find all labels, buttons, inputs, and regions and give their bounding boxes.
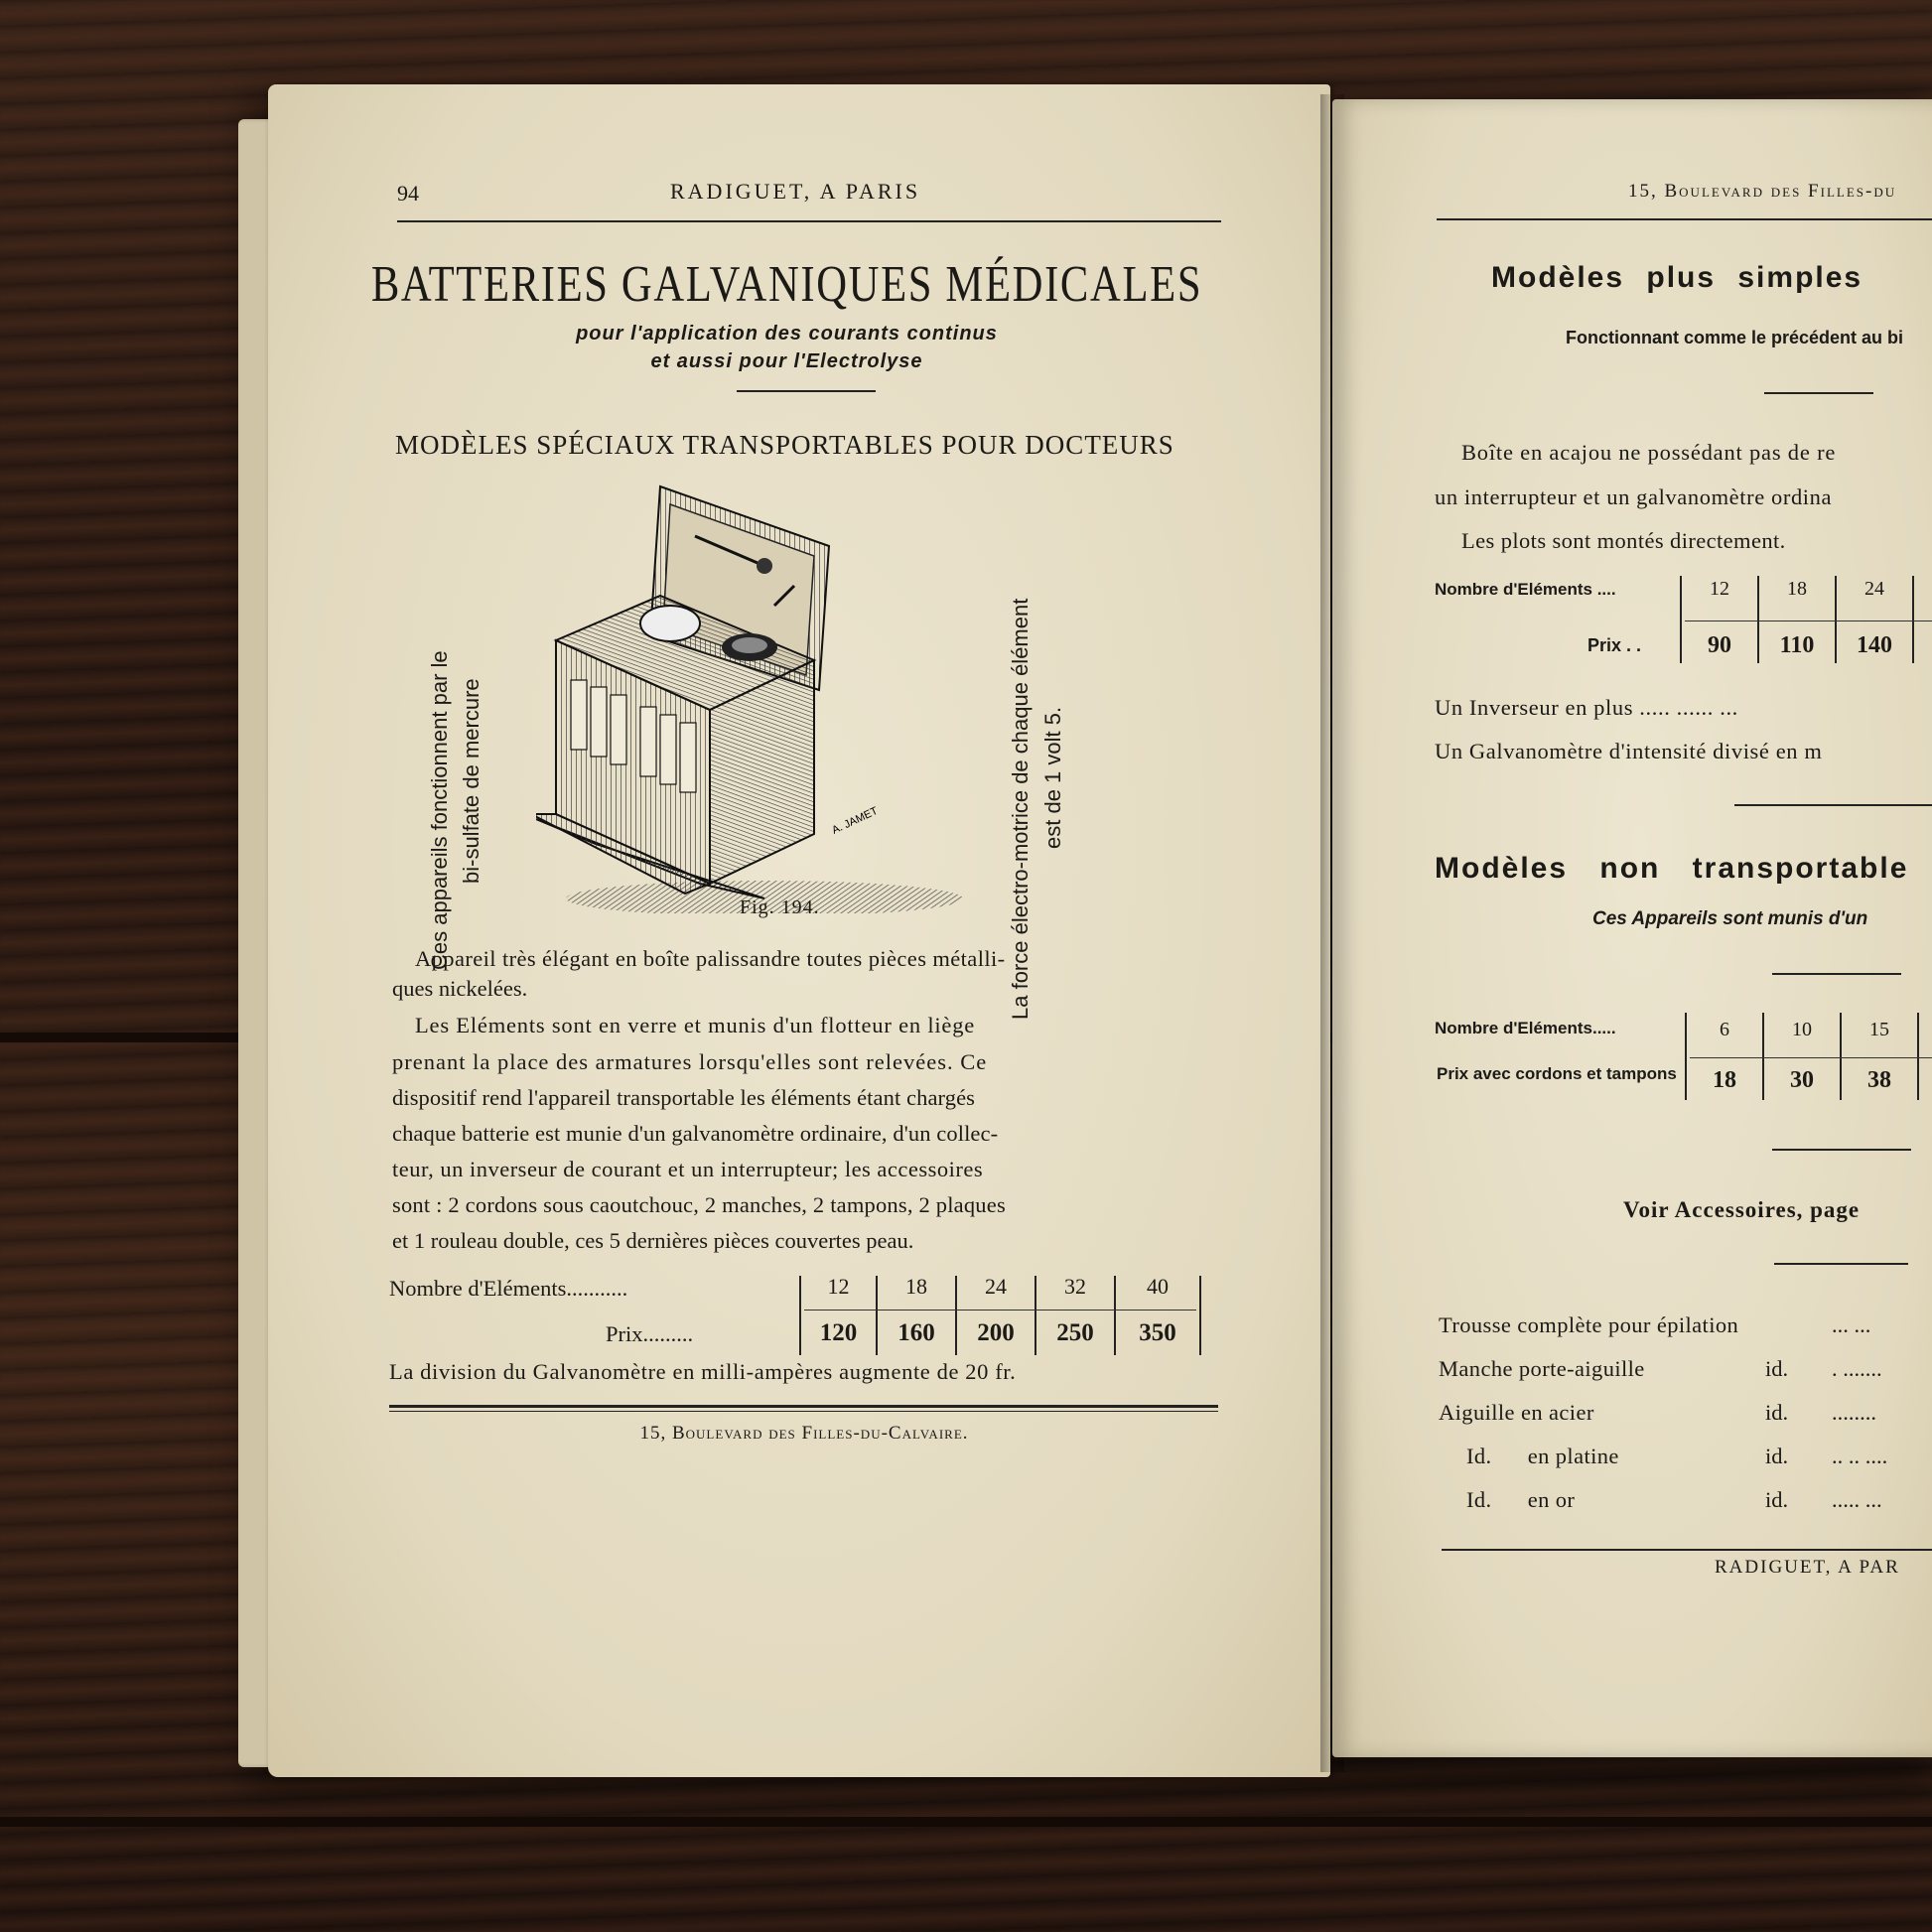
table-cell-price: 120 bbox=[819, 1319, 858, 1346]
table-cell-elements: 24 bbox=[985, 1274, 1007, 1299]
right-table1-elements: 24 bbox=[1864, 578, 1884, 600]
battery-engraving bbox=[536, 477, 973, 913]
accessory-dots: .. .. .... bbox=[1832, 1444, 1888, 1468]
right-table1-label-elements: Nombre d'Eléments .... bbox=[1435, 580, 1616, 599]
right-heading2: Modèles non transportable bbox=[1435, 852, 1909, 885]
right-table1-elements: 12 bbox=[1710, 578, 1729, 600]
table-cell-price: 160 bbox=[897, 1319, 935, 1346]
page-number: 94 bbox=[397, 181, 419, 206]
right-subheading1: Fonctionnant comme le précédent au bi bbox=[1566, 328, 1904, 347]
table-cell-elements: 18 bbox=[905, 1274, 927, 1299]
paragraph1-line1: Appareil très élégant en boîte palissandre toutes pièces métalli- bbox=[415, 946, 1006, 971]
subtitle-line1: pour l'application des courants continus bbox=[576, 323, 998, 345]
right-table1-elements: 18 bbox=[1787, 578, 1807, 600]
accessory-id: id. bbox=[1765, 1444, 1789, 1468]
right-text-line1: Boîte en acajou ne possédant pas de re bbox=[1461, 440, 1837, 465]
accessory-dots: ..... ... bbox=[1832, 1487, 1882, 1512]
right-heading1: Modèles plus simples bbox=[1491, 261, 1863, 294]
accessory-id: id. bbox=[1765, 1400, 1789, 1425]
right-table2-prices: 18 bbox=[1713, 1067, 1736, 1093]
table-row-label-elements: Nombre d'Eléments........... bbox=[389, 1276, 628, 1301]
right-option-inverseur: Un Inverseur en plus ..... ...... ... bbox=[1435, 695, 1738, 720]
right-header-rule bbox=[1437, 218, 1932, 220]
right-running-head: 15, Boulevard des Filles-du bbox=[1628, 181, 1897, 202]
table-cell-elements: 12 bbox=[827, 1274, 850, 1299]
paragraph2-line4: chaque batterie est munie d'un galvanomètre ordinaire, d'un collec- bbox=[392, 1121, 999, 1146]
right-table1-prices: 140 bbox=[1857, 632, 1892, 658]
table-rule bbox=[804, 1310, 1196, 1311]
accessory-id: id. bbox=[1765, 1356, 1789, 1381]
table-cell-price: 200 bbox=[977, 1319, 1015, 1346]
right-table2-prices: 30 bbox=[1790, 1067, 1814, 1093]
side-note-left-line2: bi-sulfate de mercure bbox=[459, 678, 483, 884]
running-head: RADIGUET, A PARIS bbox=[670, 179, 921, 204]
accessory-dots: ........ bbox=[1832, 1400, 1876, 1425]
paragraph2-line6: sont : 2 cordons sous caoutchouc, 2 manches, 2 tampons, 2 plaques bbox=[392, 1192, 1006, 1217]
right-table2-elements: 15 bbox=[1869, 1019, 1889, 1040]
header-rule bbox=[397, 220, 1221, 222]
accessory-id: id. bbox=[1765, 1487, 1789, 1512]
table-divider bbox=[1912, 576, 1914, 663]
right-table2-prices: 38 bbox=[1867, 1067, 1891, 1093]
right-divider bbox=[1772, 973, 1901, 975]
table-cell-price: 250 bbox=[1056, 1319, 1094, 1346]
paragraph2-line3: dispositif rend l'appareil transportable les éléments étant chargés bbox=[392, 1085, 976, 1110]
table-rule bbox=[1690, 1057, 1932, 1058]
right-subheading2: Ces Appareils sont munis d'un bbox=[1592, 908, 1868, 929]
right-footer-rule bbox=[1442, 1549, 1932, 1551]
right-divider bbox=[1734, 804, 1932, 806]
accessory-name: Id. en or bbox=[1466, 1487, 1576, 1512]
right-divider bbox=[1764, 392, 1873, 394]
right-table1-prices: 90 bbox=[1708, 632, 1731, 658]
right-option-galvanometre: Un Galvanomètre d'intensité divisé en m bbox=[1435, 739, 1823, 763]
right-table1-prices: 110 bbox=[1779, 632, 1815, 658]
side-note-right-line1: La force électro-motrice de chaque élément bbox=[1008, 598, 1033, 1020]
table-divider bbox=[1199, 1276, 1201, 1355]
figure-caption: Fig. 194. bbox=[740, 897, 820, 918]
paragraph2-line1: Les Eléments sont en verre et munis d'un flotteur en liège bbox=[415, 1013, 976, 1037]
paragraph2-line2: prenant la place des armatures lorsqu'elles sont relevées. Ce bbox=[392, 1049, 988, 1074]
left-page bbox=[268, 84, 1330, 1777]
table-cell-price: 350 bbox=[1139, 1319, 1176, 1346]
table-divider bbox=[1917, 1013, 1919, 1100]
right-table1-label-price: Prix . . bbox=[1587, 635, 1642, 655]
paragraph1-line2: ques nickelées. bbox=[392, 976, 528, 1001]
title-divider bbox=[737, 390, 876, 392]
table-cell-elements: 32 bbox=[1064, 1274, 1086, 1299]
table-cell-elements: 40 bbox=[1147, 1274, 1169, 1299]
page-footer: 15, Boulevard des Filles-du-Calvaire. bbox=[639, 1423, 969, 1444]
page-title: BATTERIES GALVANIQUES MÉDICALES bbox=[370, 256, 1203, 313]
subtitle-line2: et aussi pour l'Electrolyse bbox=[650, 350, 923, 372]
table-row-label-price: Prix......... bbox=[606, 1321, 694, 1346]
accessory-name: Aiguille en acier bbox=[1439, 1400, 1594, 1425]
section-heading: MODÈLES SPÉCIAUX TRANSPORTABLES POUR DOCTEURS bbox=[395, 430, 1174, 460]
right-table2-label-price: Prix avec cordons et tampons bbox=[1437, 1064, 1677, 1083]
engraver-signature: A. JAMET bbox=[830, 804, 881, 837]
galvanometer-footnote: La division du Galvanomètre en milli-ampères augmente de 20 fr. bbox=[389, 1359, 1017, 1384]
accessory-name: Manche porte-aiguille bbox=[1439, 1356, 1645, 1381]
right-table2-label-elements: Nombre d'Eléments..... bbox=[1435, 1019, 1616, 1037]
accessory-name: Trousse complète pour épilation bbox=[1439, 1312, 1739, 1337]
right-page-footer: RADIGUET, A PAR bbox=[1715, 1557, 1900, 1578]
accessory-dots: . ....... bbox=[1832, 1356, 1882, 1381]
right-table2-elements: 10 bbox=[1792, 1019, 1812, 1040]
paragraph2-line7: et 1 rouleau double, ces 5 dernières pièces couvertes peau. bbox=[392, 1228, 914, 1253]
right-table2-elements: 6 bbox=[1720, 1019, 1729, 1040]
plank-gap bbox=[0, 1817, 1932, 1827]
right-divider bbox=[1772, 1149, 1911, 1151]
right-page bbox=[1332, 99, 1932, 1757]
footer-rule bbox=[389, 1405, 1218, 1408]
paragraph2-line5: teur, un inverseur de courant et un interrupteur; les accessoires bbox=[392, 1157, 984, 1181]
accessories-reference: Voir Accessoires, page bbox=[1623, 1197, 1861, 1222]
side-note-left-line1: Ces appareils fonctionnent par le bbox=[427, 650, 452, 970]
side-note-right-line2: est de 1 volt 5. bbox=[1040, 706, 1065, 849]
right-text-line3: Les plots sont montés directement. bbox=[1461, 528, 1786, 553]
accessory-name: Id. en platine bbox=[1466, 1444, 1619, 1468]
right-text-line2: un interrupteur et un galvanomètre ordina bbox=[1435, 484, 1833, 509]
footer-rule-thin bbox=[389, 1411, 1218, 1412]
accessory-dots: ... ... bbox=[1832, 1312, 1871, 1337]
right-divider bbox=[1774, 1263, 1908, 1265]
